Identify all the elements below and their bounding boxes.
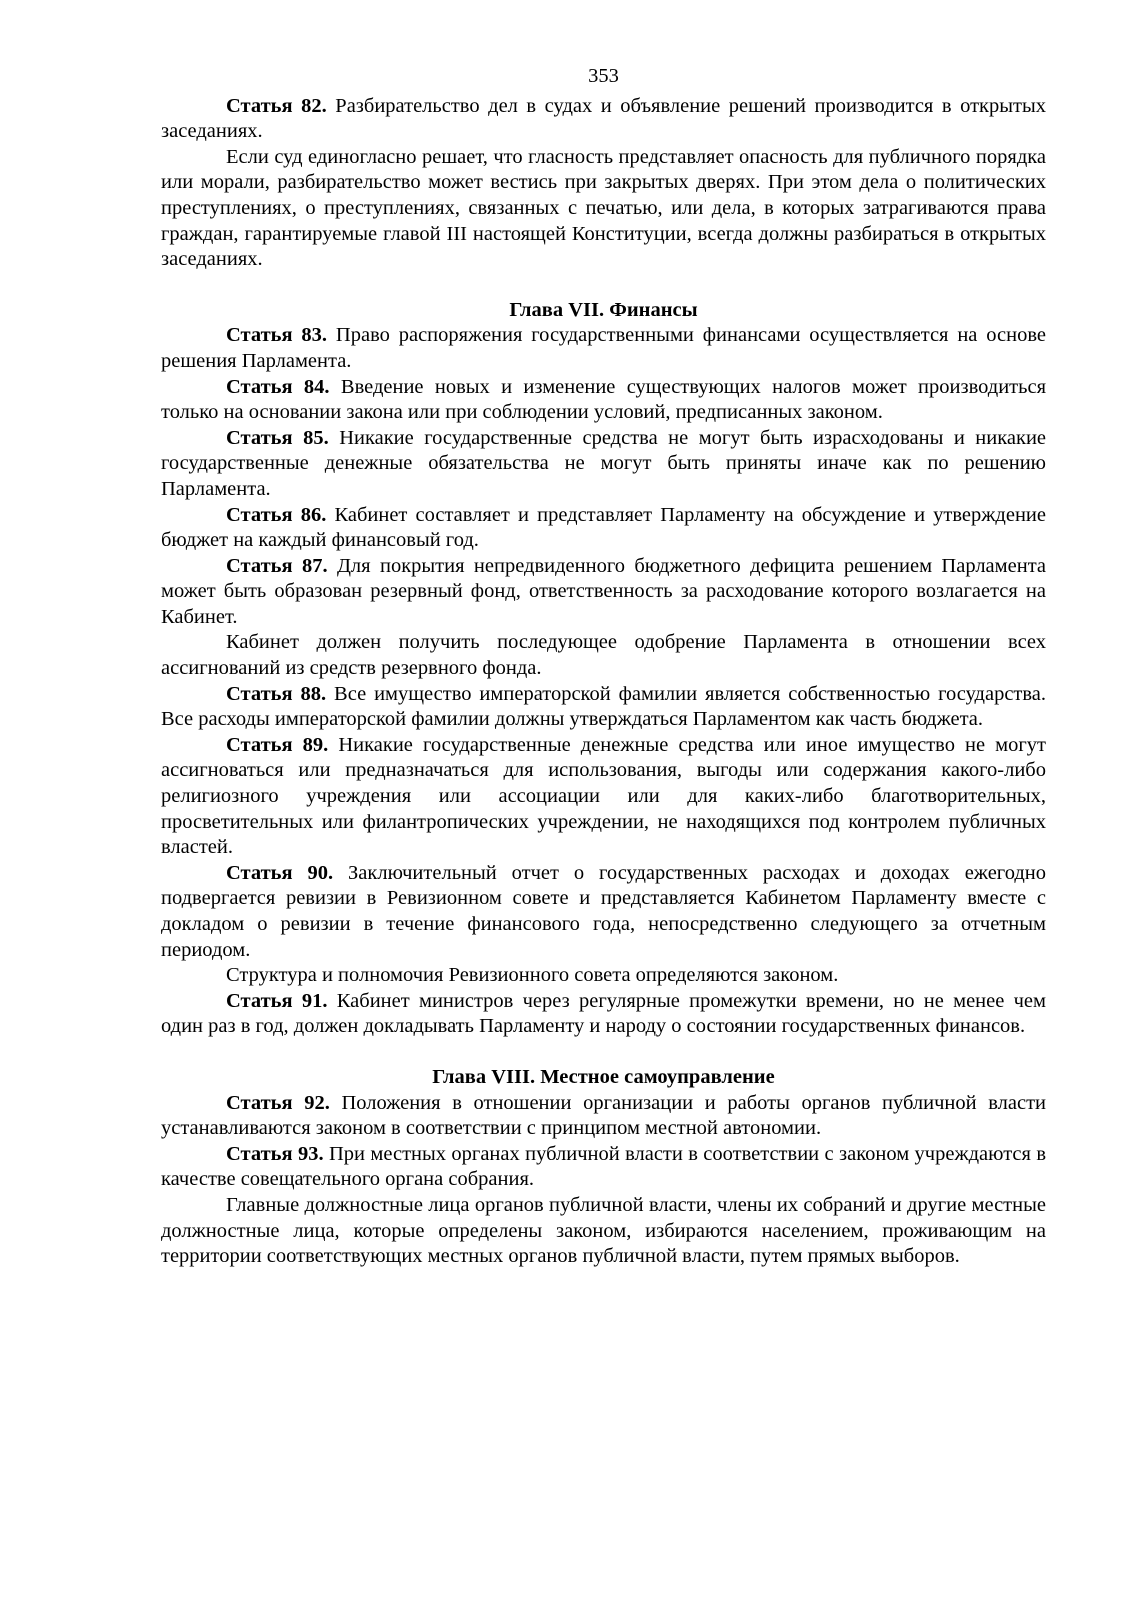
article-number: Статья 91. <box>226 989 328 1012</box>
paragraph-text: Структура и полномочия Ревизионного совета определяются законом. <box>226 964 839 987</box>
paragraph <box>161 94 1046 145</box>
paragraph-text: Главные должностные лица органов публичной власти, члены их собраний и другие местные должностные лица, которые определены законом, избираются населением, проживающим на территории соответствующих местных органов публичной власти, путем прямых выборов. <box>161 1193 1046 1268</box>
paragraph-text: Введение новых и изменение существующих налогов может производиться только на основании закона или при соблюдении условий, предписанных законом. <box>161 375 1047 424</box>
paragraph-text: Положения в отношении организации и работы органов публичной власти устанавливаются законом в соответствии с принципом местной автономии. <box>161 1091 1046 1140</box>
paragraph-text: Никакие государственные денежные средства или иное имущество не могут ассигноваться или предназначаться для использования, выгоды или содержания какого-либо религиозного учреждения или ассоциации или для каких-либо благотворительных, просветительных или филантропических учреждении, не находящихся под контролем публичных властей. <box>161 733 1046 859</box>
paragraph <box>161 963 1046 989</box>
paragraph-text: Кабинет министров через регулярные промежутки времени, но не менее чем один раз в год, должен докладывать Парламенту и народу о состоянии государственных финансов. <box>161 989 1047 1038</box>
page-number: 353 <box>588 65 619 87</box>
paragraph-text: Кабинет составляет и представляет Парламенту на обсуждение и утверждение бюджет на каждый финансовый год. <box>161 503 1047 552</box>
article-number: Статья 88. <box>226 682 327 705</box>
paragraph <box>161 1091 1046 1142</box>
paragraph <box>161 861 1046 963</box>
paragraph-text: Право распоряжения государственными финансами осуществляется на основе решения Парламента. <box>161 324 1046 372</box>
paragraph-text: Разбирательство дел в судах и объявление решений производится в открытых заседаниях. <box>161 94 1047 143</box>
article-number: Статья 93. <box>226 1142 324 1165</box>
paragraph-text: Заключительный отчет о государственных расходах и доходах ежегодно подвергается ревизии в Ревизионном совете и представляется Кабинетом Парламенту вместе с докладом о ревизии в течение финансового года, непосредственно следующего за отчетным периодом. <box>161 861 1047 961</box>
paragraph <box>161 375 1046 426</box>
paragraph-text: При местных органах публичной власти в соответствии с законом учреждаются в качестве совещательного органа собрания. <box>161 1142 1047 1191</box>
document-body <box>161 94 1046 1270</box>
paragraph-text: Никакие государственные средства не могут быть израсходованы и никакие государственные денежные обязательства не могут быть приняты иначе как по решению Парламента. <box>161 426 1047 500</box>
paragraph <box>161 733 1046 861</box>
paragraph-text: Все имущество императорской фамилии является собственностью государства. Все расходы императорской фамилии должны утверждаться Парламентом как часть бюджета. <box>161 682 1047 731</box>
paragraph <box>161 554 1046 631</box>
paragraph <box>161 1193 1046 1270</box>
paragraph <box>161 989 1046 1040</box>
article-number: Статья 92. <box>226 1091 330 1114</box>
paragraph <box>161 630 1046 681</box>
article-number: Статья 82. <box>226 94 327 117</box>
article-number: Статья 87. <box>226 554 328 577</box>
article-number: Статья 90. <box>226 861 334 884</box>
paragraph <box>161 323 1046 374</box>
article-number: Статья 84. <box>226 375 330 398</box>
article-number: Статья 86. <box>226 503 327 526</box>
chapter-heading: Глава VIII. Местное самоуправление <box>432 1065 775 1088</box>
paragraph <box>161 426 1046 503</box>
document-page <box>161 64 1046 1270</box>
chapter-heading: Глава VII. Финансы <box>509 298 698 321</box>
article-number: Статья 83. <box>226 324 328 347</box>
paragraph <box>161 503 1046 554</box>
article-number: Статья 89. <box>226 733 329 756</box>
paragraph <box>161 145 1046 273</box>
paragraph <box>161 1142 1046 1193</box>
paragraph-text: Для покрытия непредвиденного бюджетного дефицита решением Парламента может быть образован резервный фонд, ответственность за расходование которого возлагается на Кабинет. <box>161 554 1046 628</box>
paragraph-text: Если суд единогласно решает, что гласность представляет опасность для публичного порядка или морали, разбирательство может вестись при закрытых дверях. При этом дела о политических преступлениях, о преступлениях, связанных с печатью, или дела, в которых затрагиваются права граждан, гарантируемые главой III настоящей Конституции, всегда должны разбираться в открытых заседаниях. <box>161 145 1046 271</box>
paragraph-text: Кабинет должен получить последующее одобрение Парламента в отношении всех ассигнований из средств резервного фонда. <box>161 631 1046 680</box>
article-number: Статья 85. <box>226 426 329 449</box>
paragraph <box>161 682 1046 733</box>
